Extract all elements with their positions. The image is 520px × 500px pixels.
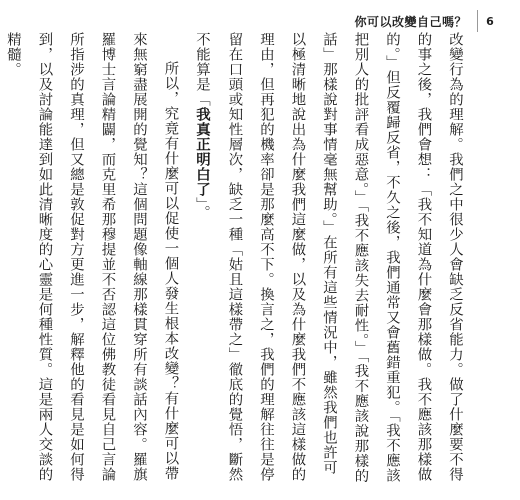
paragraph-p2 <box>0 32 186 487</box>
paragraph-text: 改變行為的理解。我們之中很少人會缺乏反省能力。做了什麼要不得的事之後，我們會想：「我不知道為什麼會那樣做。我不應該那樣做的。」但反覆歸反省，不久之後，我們通常又會舊錯重犯。「我不應該把別人的批評看成惡意。」「我不應該失去耐性。」「我不應該說那樣的話」那樣說對事情毫無幫助。」在所有這些情況中，雖然我們也許可以極清晰地說出為什麼我們這麼做，以及為什麼我們不應該這樣做的理由，但再犯的機率卻是那麼高不下。換言之，我們的理解往往是停留在口頭或知性層次，缺乏一種「姑且這樣帶之」徹底的覺悟，斷然不能算是「 <box>194 32 463 484</box>
page-number: 6 <box>477 10 502 32</box>
paragraph-text: 所以，究竟有什麼可以促使一個人發生根本改變？有什麼可以帶來無窮盡展開的覺知？這個問題像軸線那樣貫穿所有談話內容。羅旗羅博士言論精闢，而克里希那穆提並不否認這位佛教徒看見自己言論所指涉的真理，但又總是敦促對方更進一步，解釋他的看見是如何得到，以及討論能達到如此清晰度的心靈是何種性質。這是兩人交談的精髓。 <box>5 32 179 482</box>
running-title: 你可以改變自己嗎？ <box>354 14 467 29</box>
vertical-body-text <box>5 32 470 487</box>
paragraph-text: 」。 <box>194 197 210 220</box>
emphasized-text: 我真正明白了 <box>194 107 211 197</box>
running-header <box>354 10 502 32</box>
paragraph-p1 <box>186 32 471 487</box>
